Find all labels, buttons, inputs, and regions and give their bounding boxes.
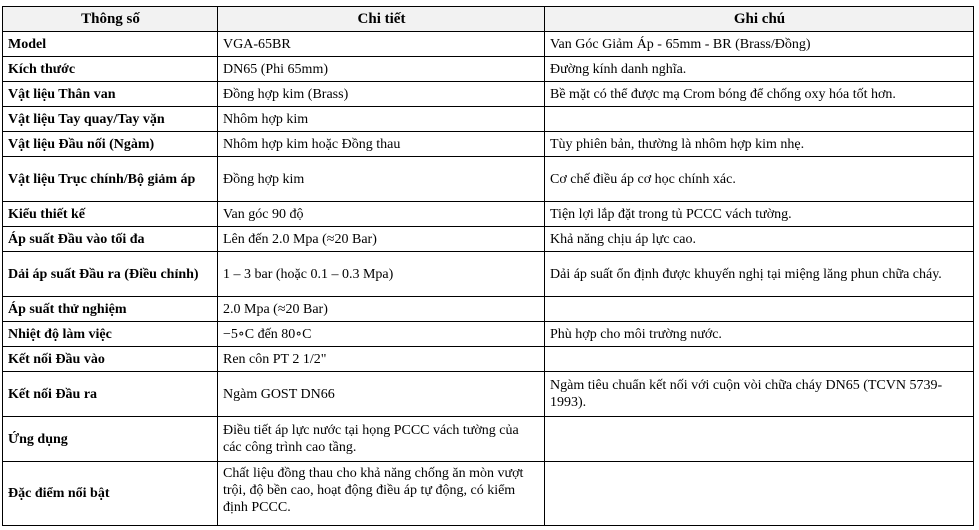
param-cell: Kết nối Đầu vào xyxy=(3,347,218,372)
header-note: Ghi chú xyxy=(545,7,974,32)
param-cell: Kiểu thiết kế xyxy=(3,202,218,227)
note-cell: Phù hợp cho môi trường nước. xyxy=(545,322,974,347)
table-body xyxy=(3,32,974,526)
note-cell: Khả năng chịu áp lực cao. xyxy=(545,227,974,252)
detail-cell: Lên đến 2.0 Mpa (≈20 Bar) xyxy=(218,227,545,252)
header-row xyxy=(3,7,974,32)
detail-cell: Đồng hợp kim xyxy=(218,157,545,202)
table-header xyxy=(3,7,974,32)
detail-cell: Ngàm GOST DN66 xyxy=(218,372,545,417)
detail-cell: Đồng hợp kim (Brass) xyxy=(218,82,545,107)
table-row xyxy=(3,57,974,82)
table-row xyxy=(3,157,974,202)
table-row xyxy=(3,322,974,347)
detail-cell: 2.0 Mpa (≈20 Bar) xyxy=(218,297,545,322)
param-cell: Model xyxy=(3,32,218,57)
detail-cell: Ren côn PT 2 1/2" xyxy=(218,347,545,372)
param-cell: Đặc điểm nổi bật xyxy=(3,462,218,526)
table-row xyxy=(3,417,974,462)
note-cell: Tùy phiên bản, thường là nhôm hợp kim nhẹ. xyxy=(545,132,974,157)
header-param: Thông số xyxy=(3,7,218,32)
table-row xyxy=(3,82,974,107)
table-row xyxy=(3,297,974,322)
table-row xyxy=(3,227,974,252)
table-row xyxy=(3,32,974,57)
detail-cell: −5∘C đến 80∘C xyxy=(218,322,545,347)
param-cell: Kích thước xyxy=(3,57,218,82)
table-row xyxy=(3,462,974,526)
table-row xyxy=(3,107,974,132)
table-row xyxy=(3,372,974,417)
detail-cell: Nhôm hợp kim xyxy=(218,107,545,132)
table-row xyxy=(3,202,974,227)
param-cell: Vật liệu Trục chính/Bộ giảm áp xyxy=(3,157,218,202)
note-cell: Ngàm tiêu chuẩn kết nối với cuộn vòi chữa cháy DN65 (TCVN 5739-1993). xyxy=(545,372,974,417)
detail-cell: VGA-65BR xyxy=(218,32,545,57)
param-cell: Áp suất Đầu vào tối đa xyxy=(3,227,218,252)
param-cell: Nhiệt độ làm việc xyxy=(3,322,218,347)
note-cell: Bề mặt có thể được mạ Crom bóng để chống oxy hóa tốt hơn. xyxy=(545,82,974,107)
param-cell: Vật liệu Đầu nối (Ngàm) xyxy=(3,132,218,157)
detail-cell: 1 – 3 bar (hoặc 0.1 – 0.3 Mpa) xyxy=(218,252,545,297)
note-cell: Dải áp suất ổn định được khuyến nghị tại miệng lăng phun chữa cháy. xyxy=(545,252,974,297)
note-cell xyxy=(545,347,974,372)
note-cell: Cơ chế điều áp cơ học chính xác. xyxy=(545,157,974,202)
detail-cell: DN65 (Phi 65mm) xyxy=(218,57,545,82)
note-cell: Van Góc Giảm Áp - 65mm - BR (Brass/Đồng) xyxy=(545,32,974,57)
detail-cell: Van góc 90 độ xyxy=(218,202,545,227)
detail-cell: Điều tiết áp lực nước tại họng PCCC vách tường của các công trình cao tầng. xyxy=(218,417,545,462)
note-cell xyxy=(545,297,974,322)
table-row xyxy=(3,132,974,157)
note-cell xyxy=(545,462,974,526)
param-cell: Vật liệu Thân van xyxy=(3,82,218,107)
param-cell: Kết nối Đầu ra xyxy=(3,372,218,417)
detail-cell: Chất liệu đồng thau cho khả năng chống ăn mòn vượt trội, độ bền cao, hoạt động điều áp tự động, có kiểm định PCCC. xyxy=(218,462,545,526)
note-cell: Tiện lợi lắp đặt trong tủ PCCC vách tường. xyxy=(545,202,974,227)
spec-table xyxy=(2,6,974,526)
detail-cell: Nhôm hợp kim hoặc Đồng thau xyxy=(218,132,545,157)
note-cell: Đường kính danh nghĩa. xyxy=(545,57,974,82)
note-cell xyxy=(545,417,974,462)
table-row xyxy=(3,347,974,372)
note-cell xyxy=(545,107,974,132)
table-row xyxy=(3,252,974,297)
param-cell: Vật liệu Tay quay/Tay vặn xyxy=(3,107,218,132)
param-cell: Dải áp suất Đầu ra (Điều chỉnh) xyxy=(3,252,218,297)
header-detail: Chi tiết xyxy=(218,7,545,32)
param-cell: Áp suất thử nghiệm xyxy=(3,297,218,322)
param-cell: Ứng dụng xyxy=(3,417,218,462)
